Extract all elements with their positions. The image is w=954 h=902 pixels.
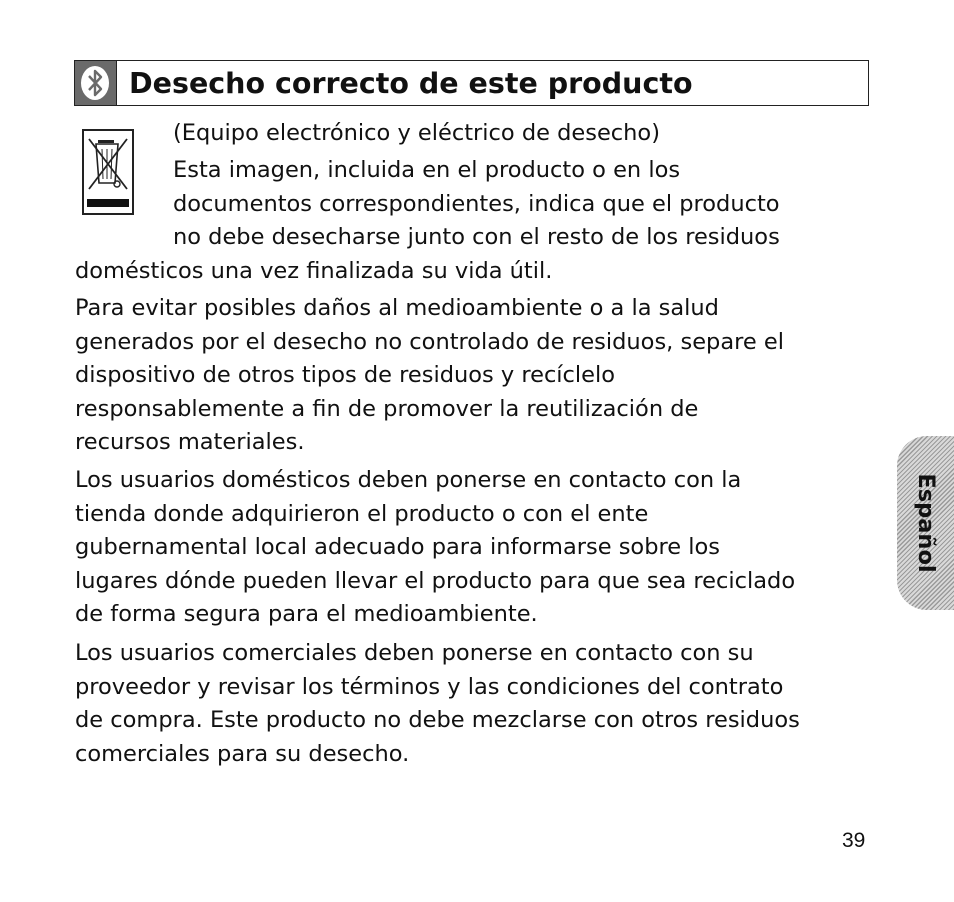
intro-subtitle: (Equipo electrónico y eléctrico de desecho)	[173, 120, 660, 146]
paragraph-line: tienda donde adquirieron el producto o con el ente	[75, 500, 649, 527]
paragraph-line: Los usuarios domésticos deben ponerse en contacto con la	[75, 467, 742, 493]
paragraph-line: generados por el desecho no controlado de residuos, separe el	[75, 328, 784, 355]
paragraph-line: gubernamental local adecuado para informarse sobre los	[75, 534, 720, 561]
section-title-box	[74, 60, 869, 106]
intro-line: Esta imagen, incluida en el producto o en los	[173, 157, 681, 183]
page-title: Desecho correcto de este producto	[129, 67, 693, 100]
paragraph-line: proveedor y revisar los términos y las condiciones del contrato	[75, 673, 784, 700]
paragraph-line: lugares dónde pueden llevar el producto para que sea reciclado	[75, 567, 796, 594]
bluetooth-icon	[75, 61, 117, 105]
page-number: 39	[842, 829, 866, 852]
paragraph-line: responsablemente a fin de promover la reutilización de	[75, 395, 699, 422]
paragraph-line: Los usuarios comerciales deben ponerse en contacto con su	[75, 640, 754, 666]
intro-line: domésticos una vez finalizada su vida útil.	[75, 258, 553, 284]
intro-line: documentos correspondientes, indica que el producto	[173, 191, 780, 217]
intro-line: no debe desecharse junto con el resto de los residuos	[173, 224, 780, 250]
paragraph-business-users	[75, 637, 800, 771]
paragraph-line: Para evitar posibles daños al medioambiente o a la salud	[75, 295, 719, 321]
paragraph-line: comerciales para su desecho.	[75, 740, 410, 767]
language-tab-label: Español	[913, 473, 939, 573]
paragraph-line: de compra. Este producto no debe mezclarse con otros residuos	[75, 707, 800, 734]
crossed-out-wheelie-bin-icon	[82, 129, 134, 215]
paragraph-household-users	[75, 464, 795, 632]
paragraph-environment	[75, 292, 784, 460]
paragraph-line: recursos materiales.	[75, 429, 305, 456]
paragraph-line: dispositivo de otros tipos de residuos y recíclelo	[75, 362, 616, 389]
paragraph-line: de forma segura para el medioambiente.	[75, 601, 538, 628]
